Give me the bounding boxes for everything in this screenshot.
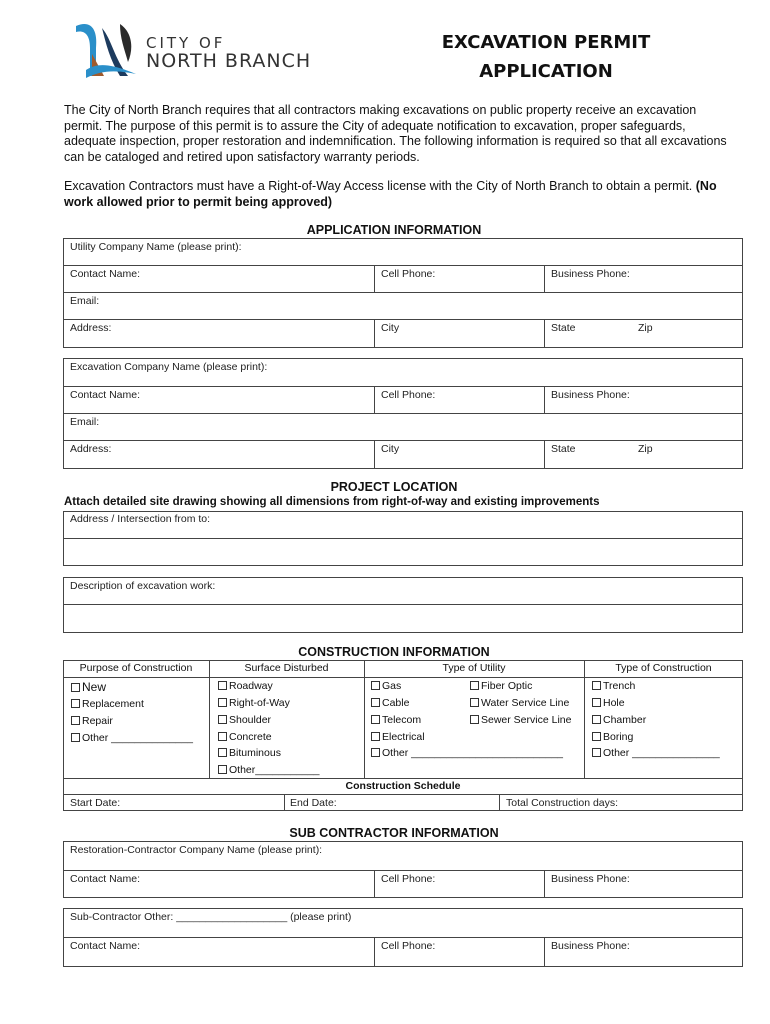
- surface-right-of-way-checkbox[interactable]: Right-of-Way: [218, 697, 290, 709]
- start-date-field[interactable]: Start Date:: [70, 797, 121, 809]
- license-warning: (No work allowed prior to permit being approved): [64, 179, 717, 209]
- other-business-phone-field[interactable]: Business Phone:: [551, 940, 630, 952]
- checkbox-icon: [592, 681, 601, 690]
- checkbox-icon: [71, 733, 80, 742]
- total-days-field[interactable]: Total Construction days:: [506, 797, 619, 809]
- construction-heading: CONSTRUCTION INFORMATION: [298, 645, 490, 659]
- utility-city-field[interactable]: City: [381, 322, 400, 334]
- surface-other-checkbox[interactable]: Other___________: [218, 764, 320, 776]
- utility-cell-phone-field[interactable]: Cell Phone:: [381, 268, 436, 280]
- title-line1: EXCAVATION PERMIT: [441, 32, 651, 53]
- utility-business-phone-field[interactable]: Business Phone:: [551, 268, 630, 280]
- page-title: [410, 28, 682, 86]
- checkbox-icon: [71, 699, 80, 708]
- utility-state-field[interactable]: State: [551, 322, 576, 334]
- purpose-other-checkbox[interactable]: Other ______________: [71, 732, 193, 744]
- excavation-contact-name-field[interactable]: Contact Name:: [70, 389, 141, 401]
- checkbox-icon: [371, 732, 380, 741]
- intro-license-paragraph: [64, 179, 732, 210]
- checkbox-icon: [371, 715, 380, 724]
- utility-email-field[interactable]: Email:: [70, 295, 100, 307]
- restoration-company-field[interactable]: Restoration-Contractor Company Name (please print):: [70, 844, 323, 856]
- utility-company-field[interactable]: Utility Company Name (please print):: [70, 241, 242, 253]
- checkbox-icon: [218, 765, 227, 774]
- sub-contractor-other-field[interactable]: Sub-Contractor Other: ___________________ (please print): [70, 911, 352, 923]
- other-cell-phone-field[interactable]: Cell Phone:: [381, 940, 436, 952]
- intro-paragraph: The City of North Branch requires that all contractors making excavations on public property receive an excavation permit. The purpose of this permit is to assure the City of adequate notification to excavation, proper safeguards, adequate inspection, proper restoration and indemnification. The following information is required so that all excavations can be cataloged and retired upon satisfactory warranty periods.: [64, 103, 727, 164]
- utility-telecom-checkbox[interactable]: Telecom: [371, 714, 421, 726]
- utility-address-field[interactable]: Address:: [70, 322, 112, 334]
- checkbox-icon: [470, 698, 479, 707]
- type-chamber-checkbox[interactable]: Chamber: [592, 714, 646, 726]
- excavation-city-field[interactable]: City: [381, 443, 400, 455]
- purpose-repair-checkbox[interactable]: Repair: [71, 715, 113, 727]
- excavation-company-field[interactable]: Excavation Company Name (please print):: [70, 361, 268, 373]
- title-line2: APPLICATION: [479, 61, 613, 82]
- utility-water-service-checkbox[interactable]: Water Service Line: [470, 697, 569, 709]
- utility-contact-name-field[interactable]: Contact Name:: [70, 268, 141, 280]
- utility-fiber-optic-checkbox[interactable]: Fiber Optic: [470, 680, 532, 692]
- excavation-email-field[interactable]: Email:: [70, 416, 100, 428]
- checkbox-icon: [592, 748, 601, 757]
- checkbox-icon: [71, 716, 80, 725]
- type-other-checkbox[interactable]: Other _______________: [592, 747, 720, 759]
- checkbox-icon: [71, 683, 80, 692]
- subcontractor-heading: SUB CONTRACTOR INFORMATION: [289, 826, 499, 840]
- logo-line2: NORTH BRANCH: [146, 50, 312, 72]
- logo-mark-icon: [72, 18, 142, 82]
- project-subheading: Attach detailed site drawing showing all dimensions from right-of-way and existing improvements: [64, 496, 600, 508]
- checkbox-icon: [218, 748, 227, 757]
- end-date-field[interactable]: End Date:: [290, 797, 337, 809]
- project-heading: PROJECT LOCATION: [330, 480, 458, 494]
- purpose-replacement-checkbox[interactable]: Replacement: [71, 698, 144, 710]
- checkbox-icon: [371, 748, 380, 757]
- type-hole-checkbox[interactable]: Hole: [592, 697, 625, 709]
- surface-bituminous-checkbox[interactable]: Bituminous: [218, 747, 281, 759]
- surface-shoulder-checkbox[interactable]: Shoulder: [218, 714, 271, 726]
- checkbox-icon: [218, 698, 227, 707]
- excavation-address-field[interactable]: Address:: [70, 443, 112, 455]
- checkbox-icon: [470, 715, 479, 724]
- col-surface: Surface Disturbed: [244, 662, 329, 674]
- type-boring-checkbox[interactable]: Boring: [592, 731, 633, 743]
- checkbox-icon: [218, 732, 227, 741]
- utility-electrical-checkbox[interactable]: Electrical: [371, 731, 425, 743]
- checkbox-icon: [371, 681, 380, 690]
- checkbox-icon: [470, 681, 479, 690]
- utility-zip-field[interactable]: Zip: [638, 322, 653, 334]
- utility-sewer-service-checkbox[interactable]: Sewer Service Line: [470, 714, 571, 726]
- utility-other-checkbox[interactable]: Other __________________________: [371, 747, 563, 759]
- utility-gas-checkbox[interactable]: Gas: [371, 680, 401, 692]
- checkbox-icon: [218, 715, 227, 724]
- restoration-cell-phone-field[interactable]: Cell Phone:: [381, 873, 436, 885]
- schedule-heading: Construction Schedule: [345, 780, 461, 792]
- col-purpose: Purpose of Construction: [79, 662, 193, 674]
- checkbox-icon: [592, 698, 601, 707]
- surface-roadway-checkbox[interactable]: Roadway: [218, 680, 273, 692]
- excavation-cell-phone-field[interactable]: Cell Phone:: [381, 389, 436, 401]
- excavation-state-field[interactable]: State: [551, 443, 576, 455]
- purpose-new-checkbox[interactable]: New: [71, 680, 106, 694]
- license-text: Excavation Contractors must have a Right-of-Way Access license with the City of North Branch to obtain a permit.: [64, 179, 693, 193]
- address-intersection-label: Address / Intersection from to:: [70, 513, 211, 525]
- checkbox-icon: [218, 681, 227, 690]
- city-logo: [72, 18, 322, 82]
- utility-cable-checkbox[interactable]: Cable: [371, 697, 409, 709]
- other-contact-name-field[interactable]: Contact Name:: [70, 940, 141, 952]
- checkbox-icon: [592, 715, 601, 724]
- excavation-business-phone-field[interactable]: Business Phone:: [551, 389, 630, 401]
- application-heading: APPLICATION INFORMATION: [306, 223, 482, 237]
- checkbox-icon: [592, 732, 601, 741]
- type-trench-checkbox[interactable]: Trench: [592, 680, 635, 692]
- excavation-zip-field[interactable]: Zip: [638, 443, 653, 455]
- checkbox-icon: [371, 698, 380, 707]
- col-utility: Type of Utility: [442, 662, 506, 674]
- logo-line1: CITY OF: [146, 34, 226, 52]
- col-construction-type: Type of Construction: [615, 662, 712, 674]
- restoration-contact-name-field[interactable]: Contact Name:: [70, 873, 141, 885]
- surface-concrete-checkbox[interactable]: Concrete: [218, 731, 272, 743]
- description-label: Description of excavation work:: [70, 580, 216, 592]
- restoration-business-phone-field[interactable]: Business Phone:: [551, 873, 630, 885]
